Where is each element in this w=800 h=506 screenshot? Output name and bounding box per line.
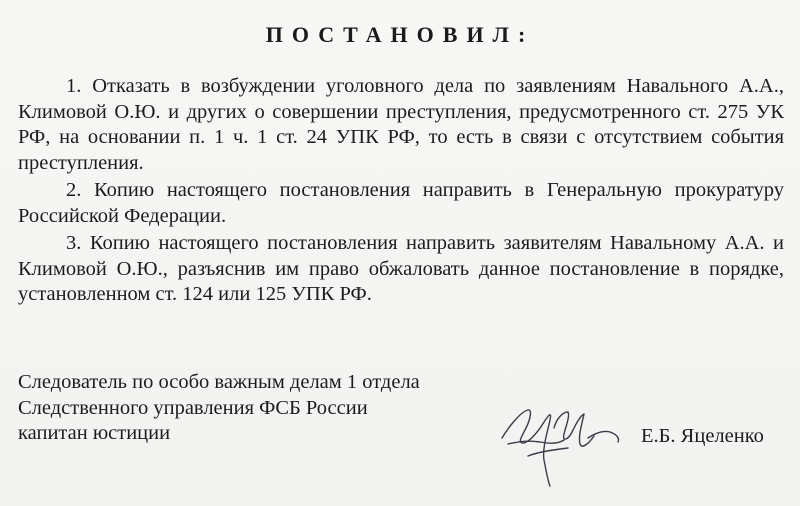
signer-position-block — [18, 370, 538, 447]
decision-item-1: 1. Отказать в возбуждении уголовного дела по заявлениям Навального А.А., Климовой О.Ю. и других о совершении преступления, предусмотренного ст. 275 УК РФ, на основании п. 1 ч. 1 ст. 24 УПК РФ, то есть в связи с отсутствием события преступления. — [18, 75, 784, 174]
signer-name: Е.Б. Яцеленко — [641, 425, 764, 447]
document-heading: ПОСТАНОВИЛ: — [265, 22, 535, 47]
signer-position-line: Следователь по особо важным делам 1 отдела — [18, 371, 420, 393]
decision-item-2: 2. Копию настоящего постановления направить в Генеральную прокуратуру Российской Федерации. — [18, 179, 784, 227]
signer-position-line: капитан юстиции — [18, 422, 171, 444]
decision-item-3: 3. Копию настоящего постановления направить заявителям Навальному А.А. и Климовой О.Ю., разъяснив им право обжаловать данное постановление в порядке, установленном ст. 124 или 125 УПК РФ. — [18, 232, 784, 305]
signer-position-line: Следственного управления ФСБ России — [18, 396, 368, 419]
handwritten-signature-icon — [498, 398, 623, 488]
